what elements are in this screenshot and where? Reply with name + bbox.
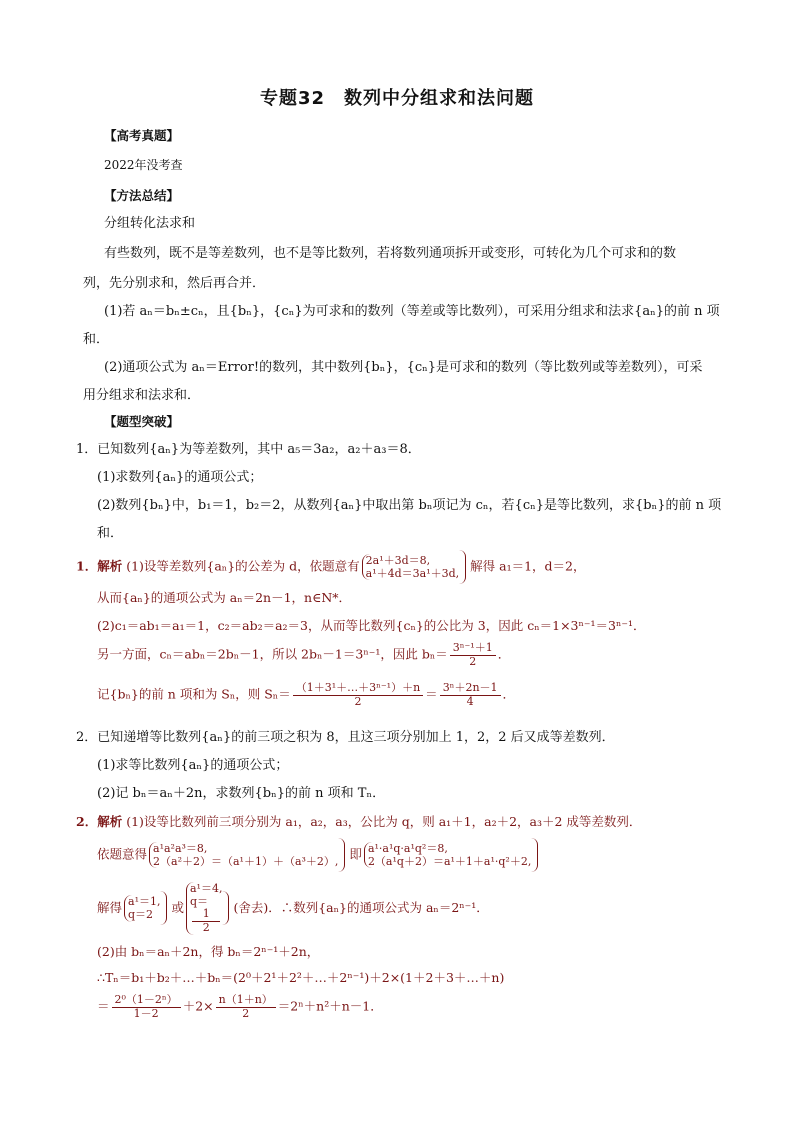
geometric-sum-fraction [112,994,181,1020]
solution1-fraction-result [440,682,501,708]
fraction-denominator: 2 [242,1006,250,1020]
gaokao-heading: 【高考真题】 [104,128,180,143]
page-title: 专题32 数列中分组求和法问题 [259,88,535,109]
solution1-line3: (2)c₁＝ab₁＝a₁＝1，c₂＝ab₂＝a₂＝3，从而等比数列{cₙ}的公比为 3，因此 cₙ＝1×3ⁿ⁻¹＝3ⁿ⁻¹． [97,618,646,633]
method-heading: 【方法总结】 [104,188,180,203]
solution2-l3-post: (舍去)．∴数列{aₙ}的通项公式为 aₙ＝2ⁿ⁻¹． [233,899,489,915]
solution2-line3 [97,882,489,935]
sys-eq1: a¹a²a³＝8, [153,841,208,855]
solution2-solution-a [124,895,160,921]
fraction-numerator: 3ⁿ＋2n－1 [440,682,501,696]
method-subtitle: 分组转化法求和 [104,216,196,231]
problem1-question2b: 和． [97,526,124,541]
fraction-numerator: n（1＋n） [216,994,276,1008]
solution2-l6-mid: ＋2× [182,998,214,1014]
solution2-line5: ∴Tₙ＝b₁＋b₂＋…＋bₙ＝(2⁰＋2¹＋2²＋…＋2ⁿ⁻¹)＋2×(1＋2＋3＋…＋n) [97,970,505,985]
solution1-fraction-bn [450,642,496,668]
solution2-system-b [364,842,531,868]
sys-eq1: a¹·a¹q·a¹q²＝8, [367,841,448,855]
system-close [160,891,167,925]
solution2-l1: (1)设等比数列前三项分别为 a₁，a₂，a₃，公比为 q，则 a₁＋1，a₂＋2，a₃＋2 成等差数列． [126,814,642,829]
solution1-sys-eq1: 2a¹＋3d＝8, [365,553,431,567]
sys-eq1: a¹＝1, [128,895,161,909]
fraction-denominator: 2 [469,654,477,668]
sys-eq2: 2（a²＋2）＝（a¹＋1）＋（a³＋2）, [153,855,339,868]
equals-sign: ＝ [97,998,110,1014]
solution2-label: 2．解析 [76,814,123,829]
breakthrough-heading: 【题型突破】 [104,414,180,429]
solution2-system-a [149,842,338,868]
solution2-line2 [97,838,542,872]
method-paragraph-1a: 有些数列，既不是等差数列，也不是等比数列，若将数列通项拆开或变形，可转化为几个可求和的数 [104,246,677,261]
fraction-denominator: 2 [354,694,362,708]
solution2-l6-post: ＝2ⁿ＋n²＋n－1． [277,998,383,1014]
solution2-l2-mid: 即 [349,846,362,862]
sys-eq2: 2（a¹q＋2）＝a¹＋1＋a¹·q²＋2, [367,855,532,868]
solution1-system [362,554,460,580]
solution2-l2-pre: 依题意得 [97,846,148,862]
solution1-line1 [76,550,586,584]
solution2-l3-or: 或 [171,899,184,915]
problem2-question1: (1)求等比数列{aₙ}的通项公式； [97,758,289,773]
fraction-denominator: 2 [202,921,210,935]
solution1-l5-pre: 记{bₙ}的前 n 项和为 Sₙ，则 Sₙ＝ [97,686,291,702]
method-paragraph-2a: (1)若 aₙ＝bₙ±cₙ，且{bₙ}，{cₙ}为可求和的数列（等差或等比数列），可采用分组求和法求{aₙ}的前 n 项 [104,304,720,319]
gaokao-note: 2022年没考查 [104,158,183,172]
solution1-line2: 从而{aₙ}的通项公式为 aₙ＝2n－1，n∈N*． [97,590,352,605]
arithmetic-sum-fraction [216,994,276,1020]
system-close [222,891,229,925]
solution1-system-close [459,550,466,584]
solution2-solution-b [186,882,222,935]
solution1-fraction-sn [293,682,423,708]
fraction-denominator: 1－2 [133,1006,159,1020]
fraction-numerator: （1＋3¹＋…＋3ⁿ⁻¹）＋n [293,682,423,696]
problem1-question2a: (2)数列{bₙ}中，b₁＝1，b₂＝2，从数列{aₙ}中取出第 bₙ项记为 cₙ，若{cₙ}是等比数列，求{bₙ}的前 n 项 [97,498,722,513]
fraction-numerator: 1 [192,908,220,922]
method-paragraph-2b: 和． [83,332,110,347]
problem2-question2: (2)记 bₙ＝aₙ＋2n，求数列{bₙ}的前 n 项和 Tₙ． [97,786,386,801]
q-label: q＝ [190,895,209,909]
problem1-question1: (1)求数列{aₙ}的通项公式； [97,470,263,485]
system-close [531,838,538,872]
sys-eq2: q＝2 [128,908,154,922]
solution2-l3-pre: 解得 [97,899,123,915]
sys-eq2 [190,895,222,934]
solution1-l4-pre: 另一方面，cₙ＝abₙ＝2bₙ－1，所以 2bₙ－1＝3ⁿ⁻¹，因此 bₙ＝ [97,646,448,662]
fraction-numerator: 3ⁿ⁻¹＋1 [450,642,496,656]
system-close [338,838,345,872]
solution1-line5: 记{bₙ}的前 n 项和为 Sₙ，则 Sₙ＝ $\frac{\text{（1＋3¹＋…＋3ⁿ⁻¹）＋n}}{2}$ ＝ $\frac{\text{3ⁿ＋2n－1}}{4}$ ． [97,681,516,708]
solution1-l1-pre: (1)设等差数列{aₙ}的公差为 d，依题意有 [126,558,360,574]
solution1-l1-post: 解得 a₁＝1，d＝2， [470,558,586,574]
problem2-stem: 2．已知递增等比数列{aₙ}的前三项之积为 8，且这三项分别加上 1，2，2 后又成等差数列． [76,730,615,745]
half-fraction [192,908,220,934]
equals-sign: ＝ [425,686,438,702]
method-paragraph-1b: 列，先分别求和，然后再合并． [83,276,266,291]
solution2-line4: (2)由 bₙ＝aₙ＋2n，得 bₙ＝2ⁿ⁻¹＋2n， [97,944,320,959]
solution1-label: 1．解析 [76,558,123,574]
solution1-sys-eq2: a¹＋4d＝3a¹＋3d, [365,567,460,580]
sys-eq1: a¹＝4, [190,882,223,895]
fraction-numerator: 2⁰（1－2ⁿ） [112,994,181,1008]
method-paragraph-3a: (2)通项公式为 aₙ＝Error!的数列，其中数列{bₙ}，{cₙ}是可求和的数列（等比数列或等差数列），可采 [104,360,703,375]
solution2-line1 [76,814,641,829]
problem1-stem: 1．已知数列{aₙ}为等差数列，其中 a₅＝3a₂，a₂＋a₃＝8． [76,442,421,457]
fraction-denominator: 4 [466,694,474,708]
method-paragraph-3b: 用分组求和法求和． [83,388,201,403]
solution1-line4: 另一方面，cₙ＝abₙ＝2bₙ－1，所以 2bₙ－1＝3ⁿ⁻¹，因此 bₙ＝ $\frac{\text{3ⁿ⁻¹＋1}}{2}$ ． [97,641,511,668]
solution2-line6 [97,994,383,1020]
